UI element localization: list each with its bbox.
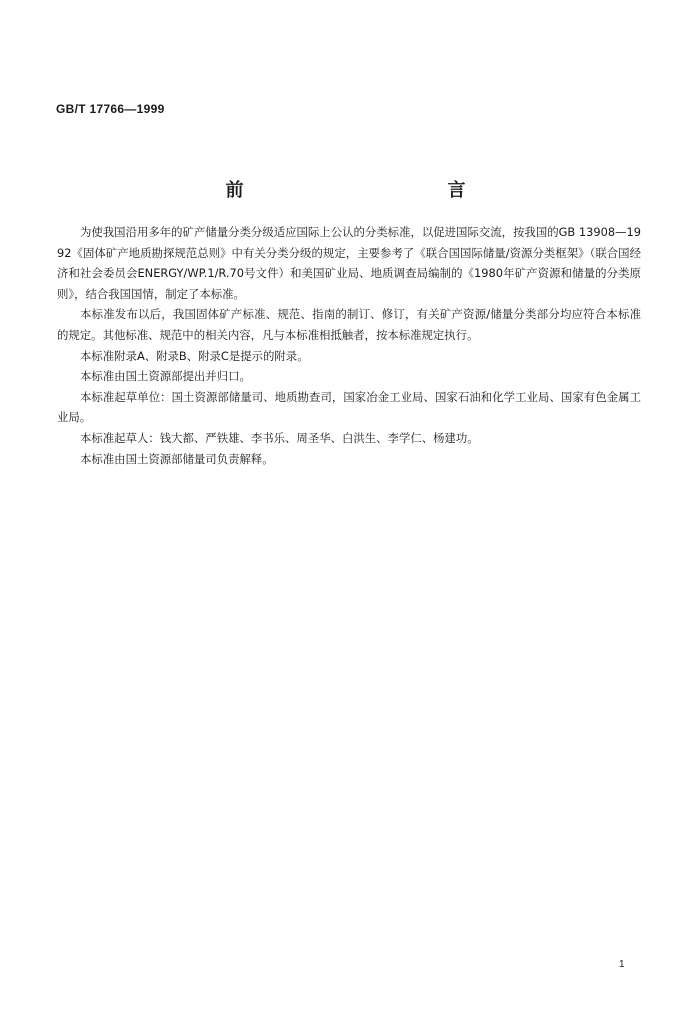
paragraph-proposer: 本标准由国土资源部提出并归口。 xyxy=(80,369,251,384)
paragraph-drafters: 本标准起草人：钱大都、严铁雄、李书乐、周圣华、白洪生、李学仁、杨建功。 xyxy=(80,430,479,445)
paragraph-scope: 本标准发布以后，我国固体矿产标准、规范、指南的制订、修订，有关矿产资源/储量分类部分均应符合本标准的规定。其他标准、规范中的相关内容，凡与本标准相抵触者，按本标准规定执行。 xyxy=(57,307,641,342)
page-number: 1 xyxy=(619,959,625,970)
paragraph-appendix: 本标准附录A、附录B、附录C是提示的附录。 xyxy=(80,348,309,363)
paragraph-purpose: 为使我国沿用多年的矿产储量分类分级适应国际上公认的分类标准，以促进国际交流，按我国的GB 13908—1992《固体矿产地质勘探规范总则》中有关分类分级的规定，主要参考了《联合国国际储量/资源分类框架》（联合国经济和社会委员会ENERGY/WP.1/R.70号文件）和美国矿业局、地质调查局编制的《1980年矿产资源和储量的分类原则》，结合我国国情，制定了本标准。 xyxy=(57,225,641,301)
paragraph-interpretation: 本标准由国土资源部储量司负责解释。 xyxy=(80,451,274,466)
paragraph-drafting-units: 本标准起草单位：国土资源部储量司、地质勘查司，国家冶金工业局、国家石油和化学工业局、国家有色金属工业局。 xyxy=(57,389,641,425)
page-title: 前 言 xyxy=(225,180,522,201)
standard-code: GB/T 17766—1999 xyxy=(56,102,165,116)
foreword-body xyxy=(57,222,641,469)
